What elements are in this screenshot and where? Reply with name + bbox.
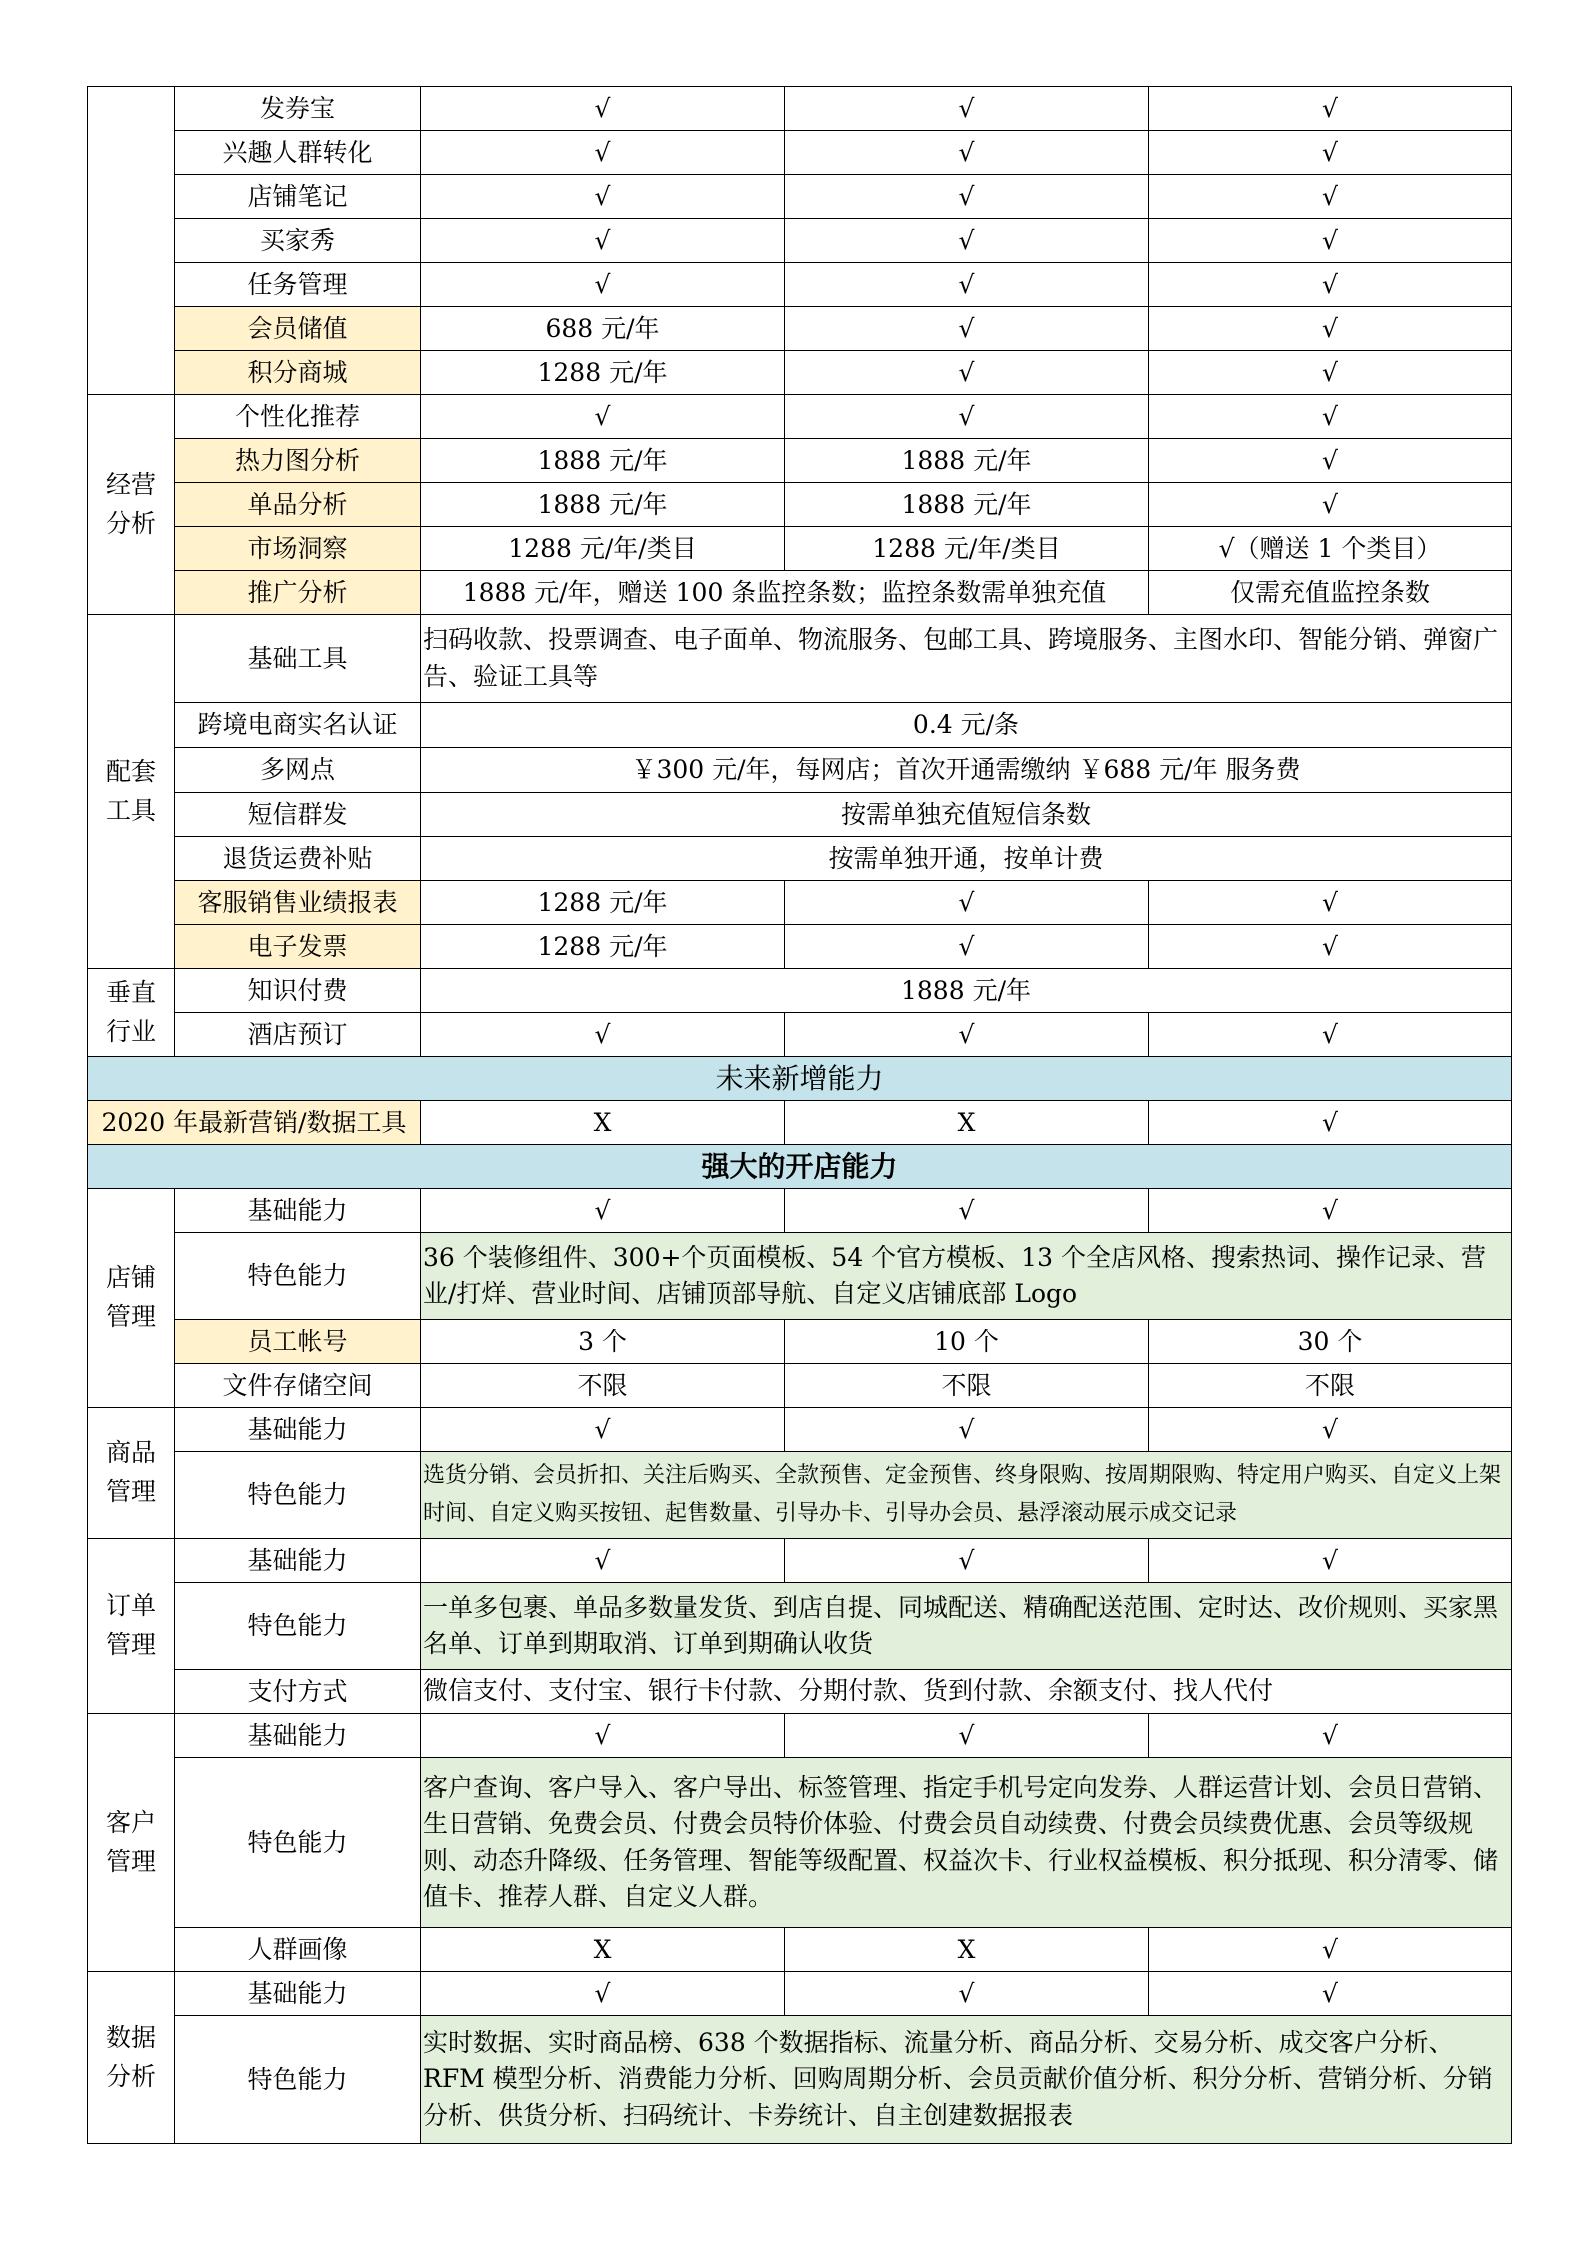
- feature-label: 特色能力: [175, 1583, 421, 1670]
- check-mark: √: [785, 1013, 1149, 1057]
- feature-label: 基础能力: [175, 1539, 421, 1583]
- feature-label: 特色能力: [175, 1758, 421, 1928]
- table-row: [88, 1320, 1512, 1364]
- table-row: [88, 527, 1512, 571]
- check-mark: √: [421, 131, 785, 175]
- check-mark: √: [421, 1714, 785, 1758]
- price-cell: 1888 元/年，赠送 100 条监控条数；监控条数需单独充值: [421, 571, 1149, 615]
- check-mark: √: [785, 263, 1149, 307]
- check-mark: √: [1149, 1972, 1512, 2016]
- feature-label: 特色能力: [175, 2016, 421, 2144]
- table-row: [88, 87, 1512, 131]
- table-row: [88, 175, 1512, 219]
- table-row: [88, 395, 1512, 439]
- check-mark: √: [785, 307, 1149, 351]
- table-row: [88, 1189, 1512, 1233]
- check-mark: √: [421, 1189, 785, 1233]
- check-mark: √: [1149, 1189, 1512, 1233]
- feature-label: 酒店预订: [175, 1013, 421, 1057]
- check-mark: √: [1149, 131, 1512, 175]
- value-cell: 不限: [785, 1364, 1149, 1408]
- table-row: [88, 837, 1512, 881]
- price-cell: 1888 元/年: [421, 969, 1512, 1013]
- check-mark: √: [1149, 1714, 1512, 1758]
- table-row: [88, 1670, 1512, 1714]
- price-cell: 1288 元/年: [421, 925, 785, 969]
- table-row: [88, 1928, 1512, 1972]
- feature-label: 基础能力: [175, 1714, 421, 1758]
- feature-label: 基础工具: [175, 615, 421, 703]
- feature-label: 客服销售业绩报表: [175, 881, 421, 925]
- group-label-tools: 配套 工具: [88, 615, 175, 969]
- check-mark: √: [785, 925, 1149, 969]
- check-mark: √: [1149, 925, 1512, 969]
- check-mark: √: [1149, 307, 1512, 351]
- feature-label: 个性化推荐: [175, 395, 421, 439]
- table-row: [88, 571, 1512, 615]
- section-title-future: 未来新增能力: [88, 1057, 1512, 1101]
- check-mark: √: [1149, 881, 1512, 925]
- feature-label: 积分商城: [175, 351, 421, 395]
- feature-label: 热力图分析: [175, 439, 421, 483]
- feature-label: 2020 年最新营销/数据工具: [88, 1101, 421, 1145]
- table-row: [88, 1408, 1512, 1452]
- check-mark: √: [1149, 87, 1512, 131]
- cross-mark: X: [785, 1928, 1149, 1972]
- price-cell: 1888 元/年: [421, 439, 785, 483]
- feature-label: 任务管理: [175, 263, 421, 307]
- feature-label: 单品分析: [175, 483, 421, 527]
- feature-description: 实时数据、实时商品榜、638 个数据指标、流量分析、商品分析、交易分析、成交客户分析、RFM 模型分析、消费能力分析、回购周期分析、会员贡献价值分析、积分分析、营销分析、分销分析、供货分析、扫码统计、卡券统计、自主创建数据报表: [421, 2016, 1512, 2144]
- feature-label: 基础能力: [175, 1408, 421, 1452]
- feature-label: 退货运费补贴: [175, 837, 421, 881]
- feature-description: 微信支付、支付宝、银行卡付款、分期付款、货到付款、余额支付、找人代付: [421, 1670, 1512, 1714]
- table-row: [88, 1583, 1512, 1670]
- check-mark: √: [1149, 439, 1512, 483]
- check-mark: √: [1149, 175, 1512, 219]
- check-mark: √: [785, 1539, 1149, 1583]
- price-cell: 688 元/年: [421, 307, 785, 351]
- table-row: [88, 1539, 1512, 1583]
- table-row: [88, 131, 1512, 175]
- check-mark: √: [785, 1972, 1149, 2016]
- feature-label: 跨境电商实名认证: [175, 703, 421, 748]
- cross-mark: X: [421, 1101, 785, 1145]
- section-title-shop: 强大的开店能力: [88, 1145, 1512, 1189]
- group-label-operate: 经营 分析: [88, 395, 175, 615]
- table-row: [88, 748, 1512, 793]
- feature-label: 知识付费: [175, 969, 421, 1013]
- check-mark: √: [785, 175, 1149, 219]
- check-mark: √: [421, 219, 785, 263]
- check-mark: √: [785, 131, 1149, 175]
- table-row: [88, 969, 1512, 1013]
- table-row: [88, 1364, 1512, 1408]
- feature-label: 电子发票: [175, 925, 421, 969]
- section-header-row: [88, 1057, 1512, 1101]
- check-mark: √: [421, 1408, 785, 1452]
- group-label-order: 订单 管理: [88, 1539, 175, 1714]
- check-mark: √: [1149, 1101, 1512, 1145]
- check-mark: √: [785, 219, 1149, 263]
- price-cell: 0.4 元/条: [421, 703, 1512, 748]
- table-row: [88, 1101, 1512, 1145]
- group-label-goods: 商品 管理: [88, 1408, 175, 1539]
- check-mark: √: [785, 1714, 1149, 1758]
- table-row: [88, 793, 1512, 837]
- table-row: [88, 925, 1512, 969]
- check-mark: √: [421, 1972, 785, 2016]
- check-mark: √: [1149, 351, 1512, 395]
- table-row: [88, 351, 1512, 395]
- feature-label: 推广分析: [175, 571, 421, 615]
- price-cell: 1888 元/年: [785, 483, 1149, 527]
- check-mark: √: [1149, 1408, 1512, 1452]
- check-mark: √: [785, 395, 1149, 439]
- feature-label: 兴趣人群转化: [175, 131, 421, 175]
- check-mark: √: [785, 1189, 1149, 1233]
- check-mark: √: [785, 881, 1149, 925]
- feature-label: 基础能力: [175, 1189, 421, 1233]
- check-mark: √: [1149, 1928, 1512, 1972]
- feature-label: 短信群发: [175, 793, 421, 837]
- feature-label: 特色能力: [175, 1233, 421, 1320]
- feature-label: 会员储值: [175, 307, 421, 351]
- feature-label: 特色能力: [175, 1452, 421, 1539]
- check-mark: √: [421, 395, 785, 439]
- pricing-comparison-table: [87, 86, 1512, 2144]
- table-row: [88, 881, 1512, 925]
- feature-label: 买家秀: [175, 219, 421, 263]
- check-mark: √: [1149, 263, 1512, 307]
- price-cell: √（赠送 1 个类目）: [1149, 527, 1512, 571]
- feature-label: 市场洞察: [175, 527, 421, 571]
- group-label-customer: 客户 管理: [88, 1714, 175, 1972]
- table-row: [88, 1233, 1512, 1320]
- table-row: [88, 1452, 1512, 1539]
- value-cell: 3 个: [421, 1320, 785, 1364]
- price-cell: 1288 元/年: [421, 351, 785, 395]
- price-cell: 仅需充值监控条数: [1149, 571, 1512, 615]
- value-cell: 30 个: [1149, 1320, 1512, 1364]
- feature-label: 文件存储空间: [175, 1364, 421, 1408]
- group-label-vertical: 垂直 行业: [88, 969, 175, 1057]
- feature-description: 36 个装修组件、300+个页面模板、54 个官方模板、13 个全店风格、搜索热词、操作记录、营业/打烊、营业时间、店铺顶部导航、自定义店铺底部 Logo: [421, 1233, 1512, 1320]
- cross-mark: X: [785, 1101, 1149, 1145]
- price-cell: ￥300 元/年，每网店；首次开通需缴纳 ￥688 元/年 服务费: [421, 748, 1512, 793]
- table-row: [88, 703, 1512, 748]
- table-row: [88, 483, 1512, 527]
- value-cell: 不限: [421, 1364, 785, 1408]
- table-row: [88, 1714, 1512, 1758]
- check-mark: √: [421, 263, 785, 307]
- check-mark: √: [421, 175, 785, 219]
- table-row: [88, 263, 1512, 307]
- check-mark: √: [421, 1539, 785, 1583]
- feature-label: 基础能力: [175, 1972, 421, 2016]
- check-mark: √: [1149, 483, 1512, 527]
- value-cell: 10 个: [785, 1320, 1149, 1364]
- table-row: [88, 219, 1512, 263]
- table-row: [88, 1972, 1512, 2016]
- table-row: [88, 1758, 1512, 1928]
- group-cell-continued: [88, 87, 175, 395]
- feature-label: 店铺笔记: [175, 175, 421, 219]
- check-mark: √: [785, 351, 1149, 395]
- price-cell: 1888 元/年: [785, 439, 1149, 483]
- group-label-store: 店铺 管理: [88, 1189, 175, 1408]
- check-mark: √: [1149, 1539, 1512, 1583]
- price-cell: 按需单独充值短信条数: [421, 793, 1512, 837]
- feature-description: 一单多包裹、单品多数量发货、到店自提、同城配送、精确配送范围、定时达、改价规则、买家黑名单、订单到期取消、订单到期确认收货: [421, 1583, 1512, 1670]
- feature-label: 人群画像: [175, 1928, 421, 1972]
- feature-label: 员工帐号: [175, 1320, 421, 1364]
- feature-description: 扫码收款、投票调查、电子面单、物流服务、包邮工具、跨境服务、主图水印、智能分销、弹窗广告、验证工具等: [421, 615, 1512, 703]
- cross-mark: X: [421, 1928, 785, 1972]
- check-mark: √: [1149, 219, 1512, 263]
- table-row: [88, 1013, 1512, 1057]
- table-row: [88, 2016, 1512, 2144]
- check-mark: √: [1149, 1013, 1512, 1057]
- table-row: [88, 307, 1512, 351]
- check-mark: √: [1149, 395, 1512, 439]
- group-label-data: 数据 分析: [88, 1972, 175, 2144]
- feature-description: 客户查询、客户导入、客户导出、标签管理、指定手机号定向发券、人群运营计划、会员日营销、生日营销、免费会员、付费会员特价体验、付费会员自动续费、付费会员续费优惠、会员等级规则、动态升降级、任务管理、智能等级配置、权益次卡、行业权益模板、积分抵现、积分清零、储值卡、推荐人群、自定义人群。: [421, 1758, 1512, 1928]
- value-cell: 不限: [1149, 1364, 1512, 1408]
- feature-label: 发券宝: [175, 87, 421, 131]
- check-mark: √: [421, 1013, 785, 1057]
- section-header-row: [88, 1145, 1512, 1189]
- price-cell: 1288 元/年: [421, 881, 785, 925]
- price-cell: 1888 元/年: [421, 483, 785, 527]
- feature-label: 支付方式: [175, 1670, 421, 1714]
- price-cell: 按需单独开通，按单计费: [421, 837, 1512, 881]
- check-mark: √: [785, 1408, 1149, 1452]
- feature-description: 选货分销、会员折扣、关注后购买、全款预售、定金预售、终身限购、按周期限购、特定用户购买、自定义上架时间、自定义购买按钮、起售数量、引导办卡、引导办会员、悬浮滚动展示成交记录: [421, 1452, 1512, 1539]
- price-cell: 1288 元/年/类目: [421, 527, 785, 571]
- check-mark: √: [785, 87, 1149, 131]
- check-mark: √: [421, 87, 785, 131]
- table-row: [88, 615, 1512, 703]
- table-row: [88, 439, 1512, 483]
- price-cell: 1288 元/年/类目: [785, 527, 1149, 571]
- feature-label: 多网点: [175, 748, 421, 793]
